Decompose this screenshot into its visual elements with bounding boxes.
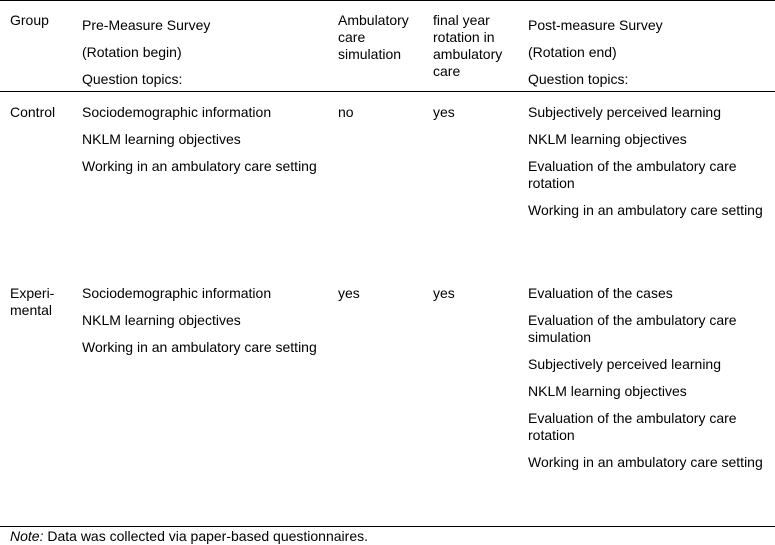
table-note xyxy=(10,528,368,545)
header-simulation xyxy=(338,12,409,63)
row-experimental-group xyxy=(10,285,54,319)
header-final-line-2: rotation in xyxy=(433,29,495,45)
row-control-post-topics xyxy=(528,104,768,219)
header-post-line-3: Question topics: xyxy=(528,71,629,87)
experimental-post-topic: Working in an ambulatory care setting xyxy=(528,454,763,470)
experimental-post-topic: Evaluation of the ambulatory care rotation xyxy=(528,410,737,443)
header-pre-line-2: (Rotation begin) xyxy=(82,44,182,60)
note-label: Note: xyxy=(10,528,44,544)
header-post-line-1: Post-measure Survey xyxy=(528,17,663,33)
header-pre-line-1: Pre-Measure Survey xyxy=(82,17,211,33)
row-control-group: Control xyxy=(10,104,56,120)
control-post-topic: NKLM learning objectives xyxy=(528,131,687,147)
control-pre-topic: Sociodemographic information xyxy=(82,104,272,120)
header-sim-line-3: simulation xyxy=(338,46,402,62)
experimental-pre-topic: Working in an ambulatory care setting xyxy=(82,339,317,355)
header-final-line-4: care xyxy=(433,63,461,79)
header-final-year xyxy=(433,12,502,80)
header-sim-line-2: care xyxy=(338,29,366,45)
row-control-simulation: no xyxy=(338,104,354,120)
experimental-post-topic: Evaluation of the ambulatory care simulation xyxy=(528,312,737,345)
row-experimental-final-year: yes xyxy=(433,285,455,301)
control-pre-topic: Working in an ambulatory care setting xyxy=(82,158,317,174)
experimental-post-topic: NKLM learning objectives xyxy=(528,383,687,399)
row-control-pre-topics xyxy=(82,104,322,175)
control-post-topic: Evaluation of the ambulatory care rotation xyxy=(528,158,737,191)
header-sim-line-1: Ambulatory xyxy=(338,12,409,28)
header-final-line-1: final year xyxy=(433,12,490,28)
experimental-group-line-1: Experi- xyxy=(10,285,55,301)
control-post-topic: Subjectively perceived learning xyxy=(528,104,721,120)
row-experimental-simulation: yes xyxy=(338,285,360,301)
row-experimental-pre-topics xyxy=(82,285,322,356)
experimental-group-line-2: mental xyxy=(10,302,53,318)
header-final-line-3: ambulatory xyxy=(433,46,503,62)
row-control-final-year: yes xyxy=(433,104,455,120)
control-post-topic: Working in an ambulatory care setting xyxy=(528,202,763,218)
experimental-pre-topic: NKLM learning objectives xyxy=(82,312,241,328)
header-post-line-2: (Rotation end) xyxy=(528,44,617,60)
header-pre-measure xyxy=(82,12,210,93)
experimental-post-topic: Subjectively perceived learning xyxy=(528,356,721,372)
experimental-post-topic: Evaluation of the cases xyxy=(528,285,673,301)
row-experimental-post-topics xyxy=(528,285,768,471)
header-pre-line-3: Question topics: xyxy=(82,71,183,87)
header-post-measure xyxy=(528,12,663,93)
header-group: Group xyxy=(10,12,49,28)
experimental-pre-topic: Sociodemographic information xyxy=(82,285,272,301)
table-top-rule xyxy=(0,0,775,1)
table-bottom-rule xyxy=(0,526,775,527)
control-pre-topic: NKLM learning objectives xyxy=(82,131,241,147)
note-text: Data was collected via paper-based questionnaires. xyxy=(43,528,368,544)
